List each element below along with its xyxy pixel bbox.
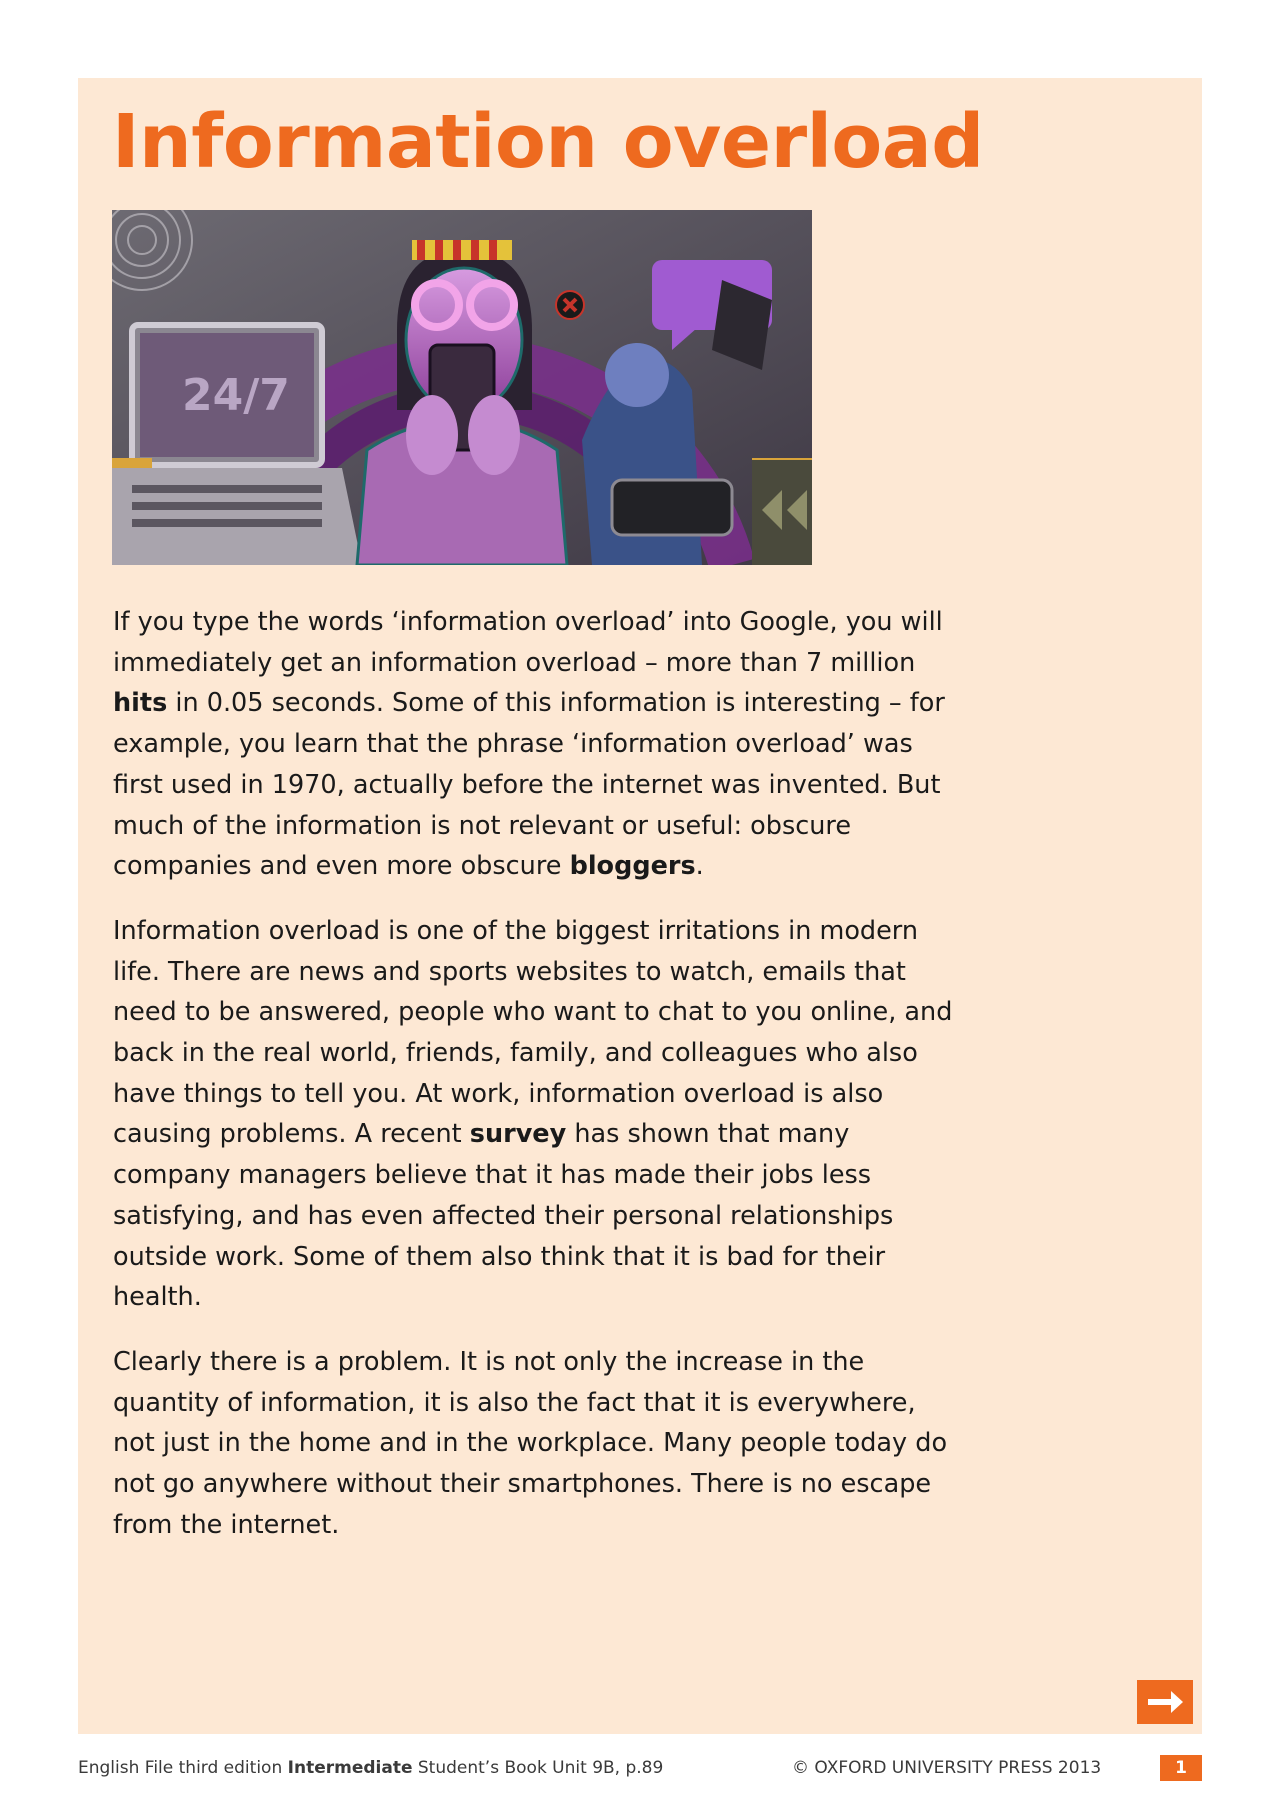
- page-footer: [78, 1753, 1202, 1783]
- paragraph-text: If you type the words ‘information overload’ into Google, you will immediately get an information overload – more than 7 million: [113, 607, 943, 678]
- page-title: Information overload: [112, 99, 984, 185]
- article-paragraph: [113, 911, 953, 1318]
- paragraph-text: in 0.05 seconds. Some of this information is interesting – for example, you learn that the phrase ‘information overload’ was first used in 1970, actually before the internet was invented. But much of the information is not relevant or useful: obscure companies and even more obscure: [113, 688, 945, 882]
- paragraph-text: .: [695, 851, 704, 882]
- article-paragraph: [113, 602, 953, 887]
- paragraph-text: Information overload is one of the biggest irritations in modern life. There are news and sports websites to watch, emails that need to be answered, people who want to chat to you online, and back in the real world, friends, family, and colleagues who also have things to tell you. At work, information overload is also causing problems. A recent: [113, 915, 953, 1150]
- next-page-button[interactable]: [1137, 1680, 1193, 1724]
- svg-text:24/7: 24/7: [182, 370, 290, 421]
- collage-illustration: [112, 210, 812, 565]
- page-number-badge: 1: [1160, 1755, 1202, 1781]
- glossary-term: survey: [469, 1119, 567, 1150]
- footer-source: English File third edition Intermediate Student’s Book Unit 9B, p.89: [78, 1758, 664, 1778]
- glossary-term: hits: [113, 688, 168, 719]
- paragraph-text: has shown that many company managers believe that it has made their jobs less satisfying, and has even affected their personal relationships outside work. Some of them also think that it is bad for their health.: [113, 1119, 894, 1313]
- glossary-term: bloggers: [569, 851, 696, 882]
- footer-copyright: © OXFORD UNIVERSITY PRESS 2013: [792, 1758, 1102, 1778]
- article-paragraph: [113, 1342, 953, 1546]
- article-body: [113, 602, 953, 1569]
- paragraph-text: Clearly there is a problem. It is not only the increase in the quantity of information, it is also the fact that it is everywhere, not just in the home and in the workplace. Many people today do not go anywhere without their smartphones. There is no escape from the internet.: [113, 1346, 948, 1540]
- arrow-right-icon: [1145, 1688, 1185, 1716]
